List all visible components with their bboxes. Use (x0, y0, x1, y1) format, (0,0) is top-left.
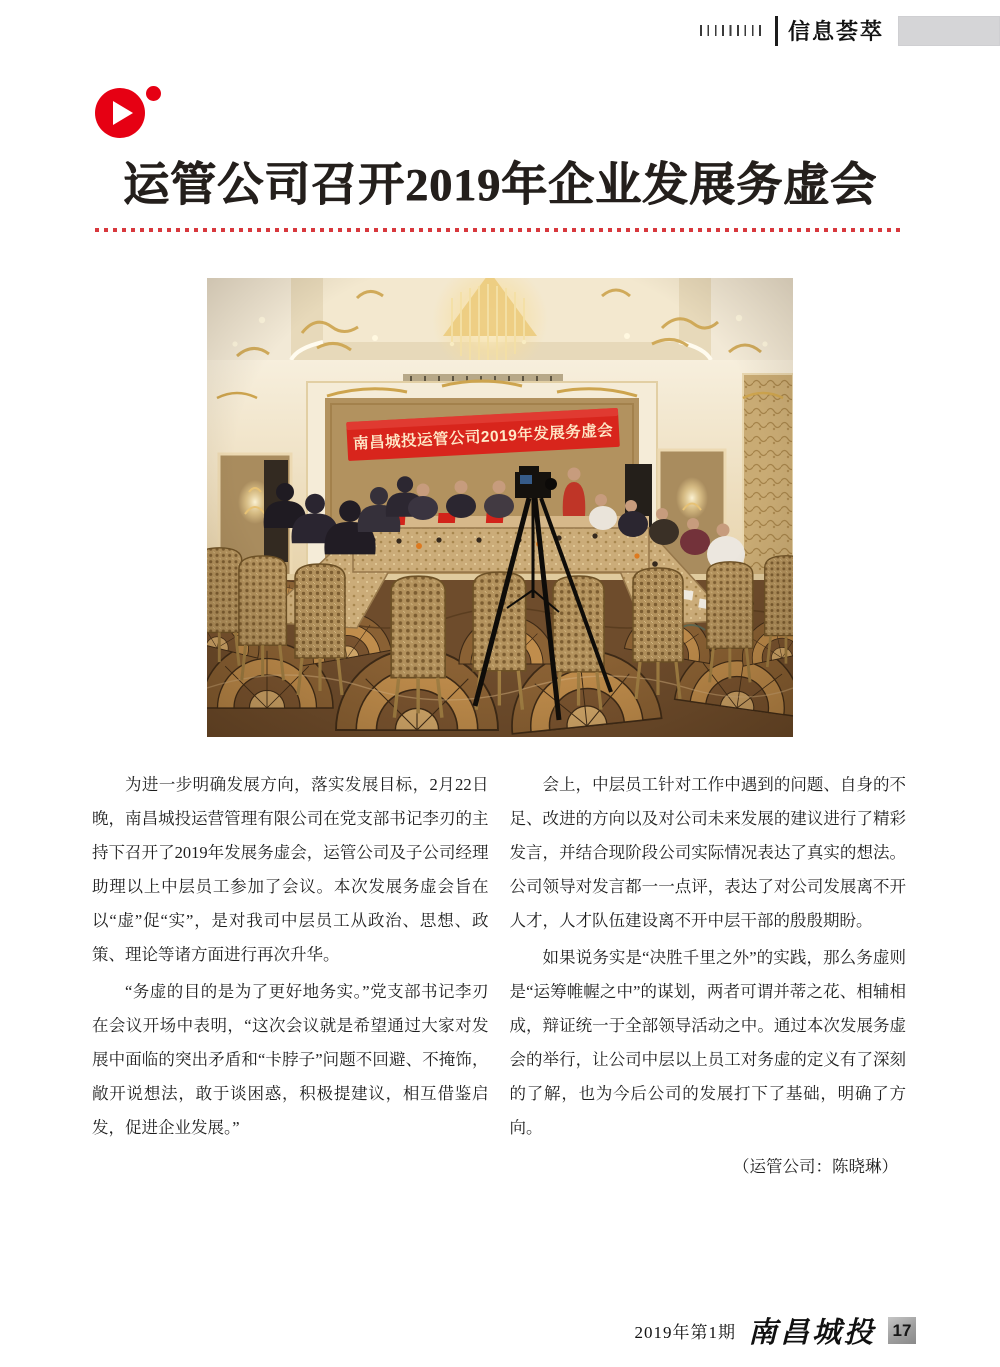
meeting-photo-svg (207, 278, 793, 737)
page-header (0, 15, 1000, 47)
column-right (510, 768, 907, 1184)
photo-vignette (207, 278, 793, 737)
play-icon (95, 86, 165, 141)
play-triangle-icon (113, 101, 133, 125)
header-tick-marks (700, 25, 766, 36)
paragraph: 如果说务实是“决胜千里之外”的实践，那么务虚则是“运筹帷幄之中”的谋划，两者可谓并蒂之花、相辅相成，辩证统一于全部领导活动之中。通过本次发展务虚会的举行，让公司中层以上员工对务虚的定义有了深刻的了解，也为今后公司的发展打下了基础，明确了方向。 (509, 948, 906, 1137)
title-dotted-rule (95, 228, 902, 232)
meeting-photo (207, 278, 793, 737)
byline: （运管公司：陈晓琳） (733, 1157, 898, 1176)
paragraph: 为进一步明确发展方向，落实发展目标，2月22日晚，南昌城投运营管理有限公司在党支部书记李刃的主持下召开了2019年发展务虚会，运管公司及子公司经理助理以上中层员工参加了会议。本次发展务虚会旨在以“虚”促“实”，是对我司中层员工从政治、思想、政策、理论等诸方面进行再次升华。 (92, 775, 489, 964)
page-footer (634, 1310, 916, 1351)
footer-issue: 2019年第1期 (634, 1323, 736, 1342)
article-title: 运管公司召开2019年企业发展务虚会 (123, 159, 877, 210)
header-divider-bar (775, 16, 778, 46)
header-gray-bar (898, 16, 1000, 46)
footer-page-number: 17 (888, 1317, 916, 1344)
article-body (92, 768, 906, 1184)
column-left (92, 768, 489, 1184)
play-dot (146, 86, 161, 101)
header-inner (700, 15, 1000, 46)
footer-magazine-name: 南昌城投 (747, 1317, 876, 1349)
paragraph: “务虚的目的是为了更好地务实。”党支部书记李刃在会议开场中表明，“这次会议就是希望通过大家对发展中面临的突出矛盾和“卡脖子”问题不回避、不掩饰，敞开说想法，敢于谈困惑，积极提建议，相互借鉴启发，促进企业发展。” (92, 982, 489, 1137)
section-label: 信息荟萃 (787, 19, 884, 44)
paragraph: 会上，中层员工针对工作中遇到的问题、自身的不足、改进的方向以及对公司未来发展的建议进行了精彩发言，并结合现阶段公司实际情况表达了真实的想法。公司领导对发言都一一点评，表达了对公司发展离不开人才，人才队伍建设离不开中层干部的殷殷期盼。 (509, 775, 906, 930)
